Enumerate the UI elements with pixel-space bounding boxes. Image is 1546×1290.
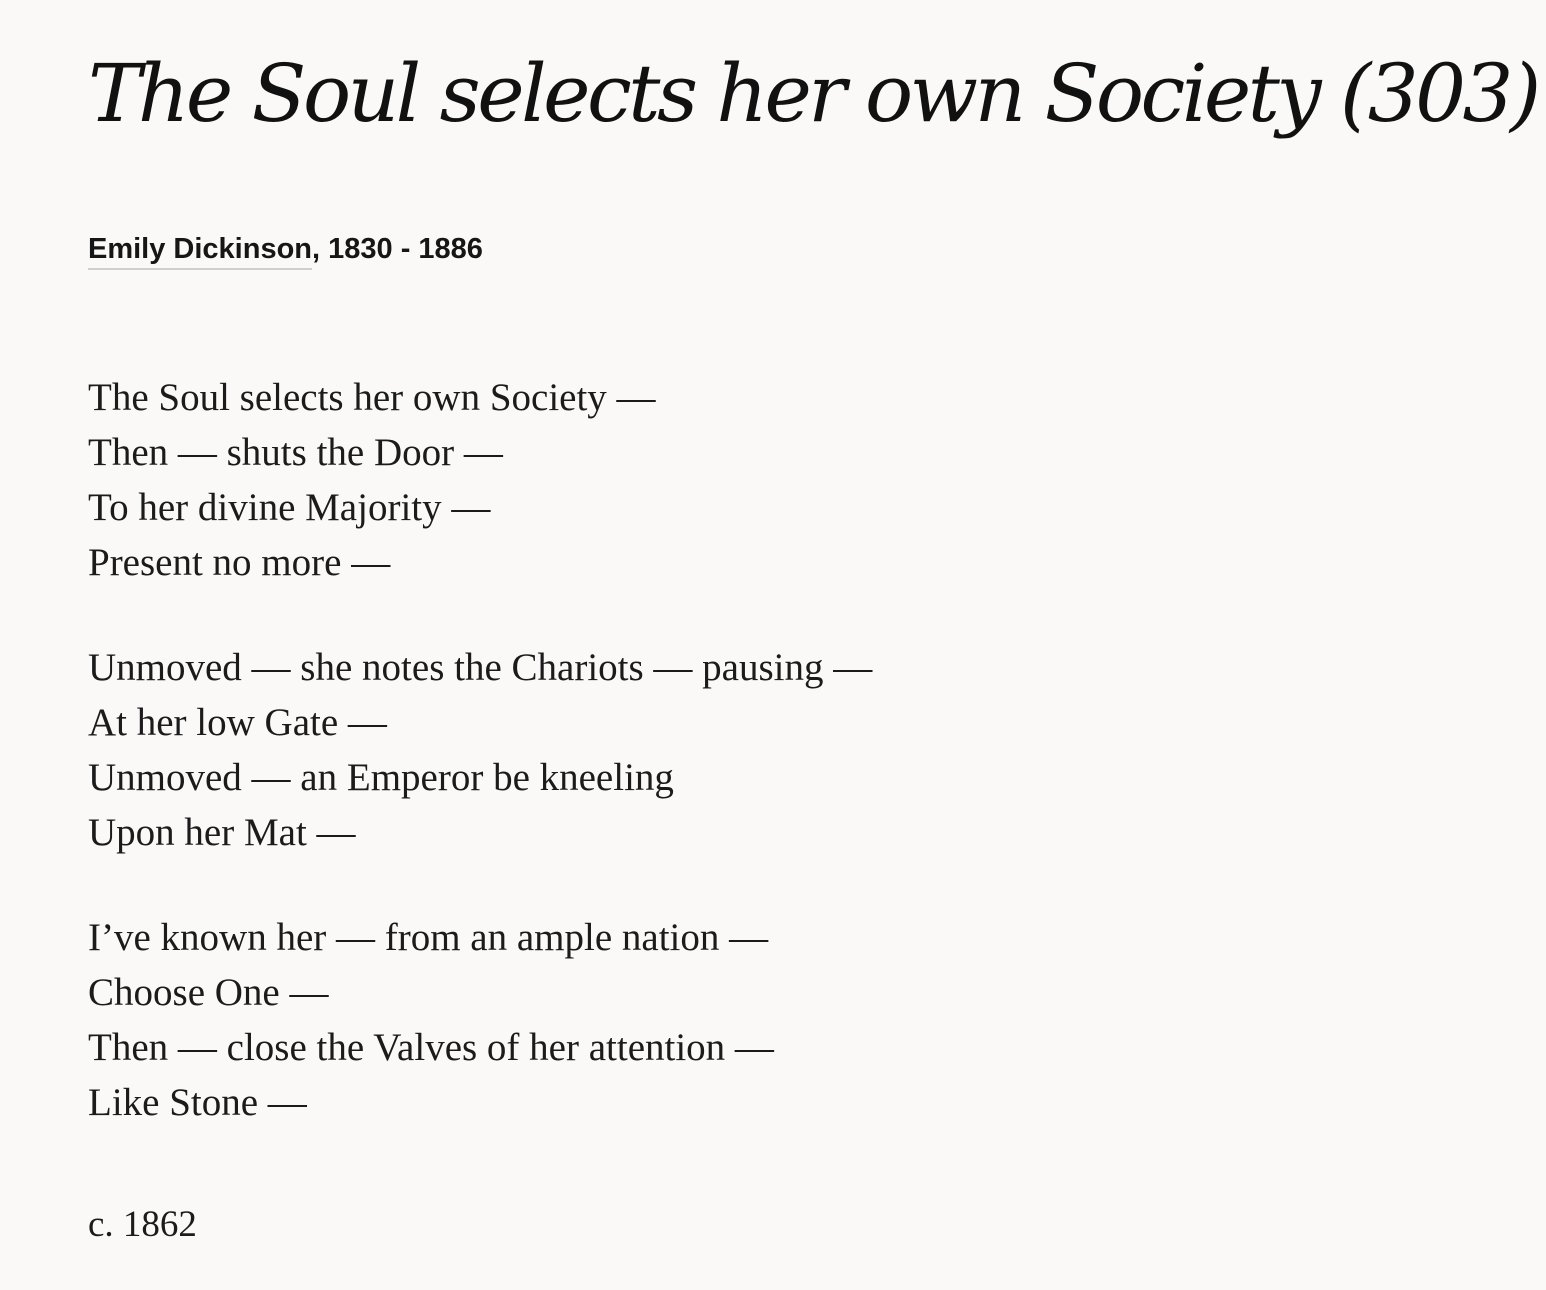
poem-line: Then — shuts the Door — [88,431,503,474]
poem-body [88,370,872,1180]
poem-line: At her low Gate — [88,701,387,744]
poem-line: The Soul selects her own Society — [88,376,656,419]
poem-line: Choose One — [88,971,329,1014]
poem-line: To her divine Majority — [88,486,491,529]
author-link[interactable]: Emily Dickinson [88,233,312,270]
byline [88,229,483,269]
poem-date: c. 1862 [88,1204,197,1245]
poem-line: Present no more — [88,541,391,584]
poem-title: The Soul selects her own Society (303) [88,47,1538,140]
poem-line: I’ve known her — from an ample nation — [88,916,769,959]
author-dates: , 1830 - 1886 [312,233,483,265]
poem-line: Upon her Mat — [88,811,356,854]
stanza [88,910,872,1130]
poem-line: Like Stone — [88,1081,307,1124]
stanza [88,370,872,590]
stanza [88,640,872,860]
poem-line: Then — close the Valves of her attention — [88,1026,774,1069]
poem-line: Unmoved — an Emperor be kneeling [88,756,674,799]
poem-line: Unmoved — she notes the Chariots — pausing — [88,646,873,689]
